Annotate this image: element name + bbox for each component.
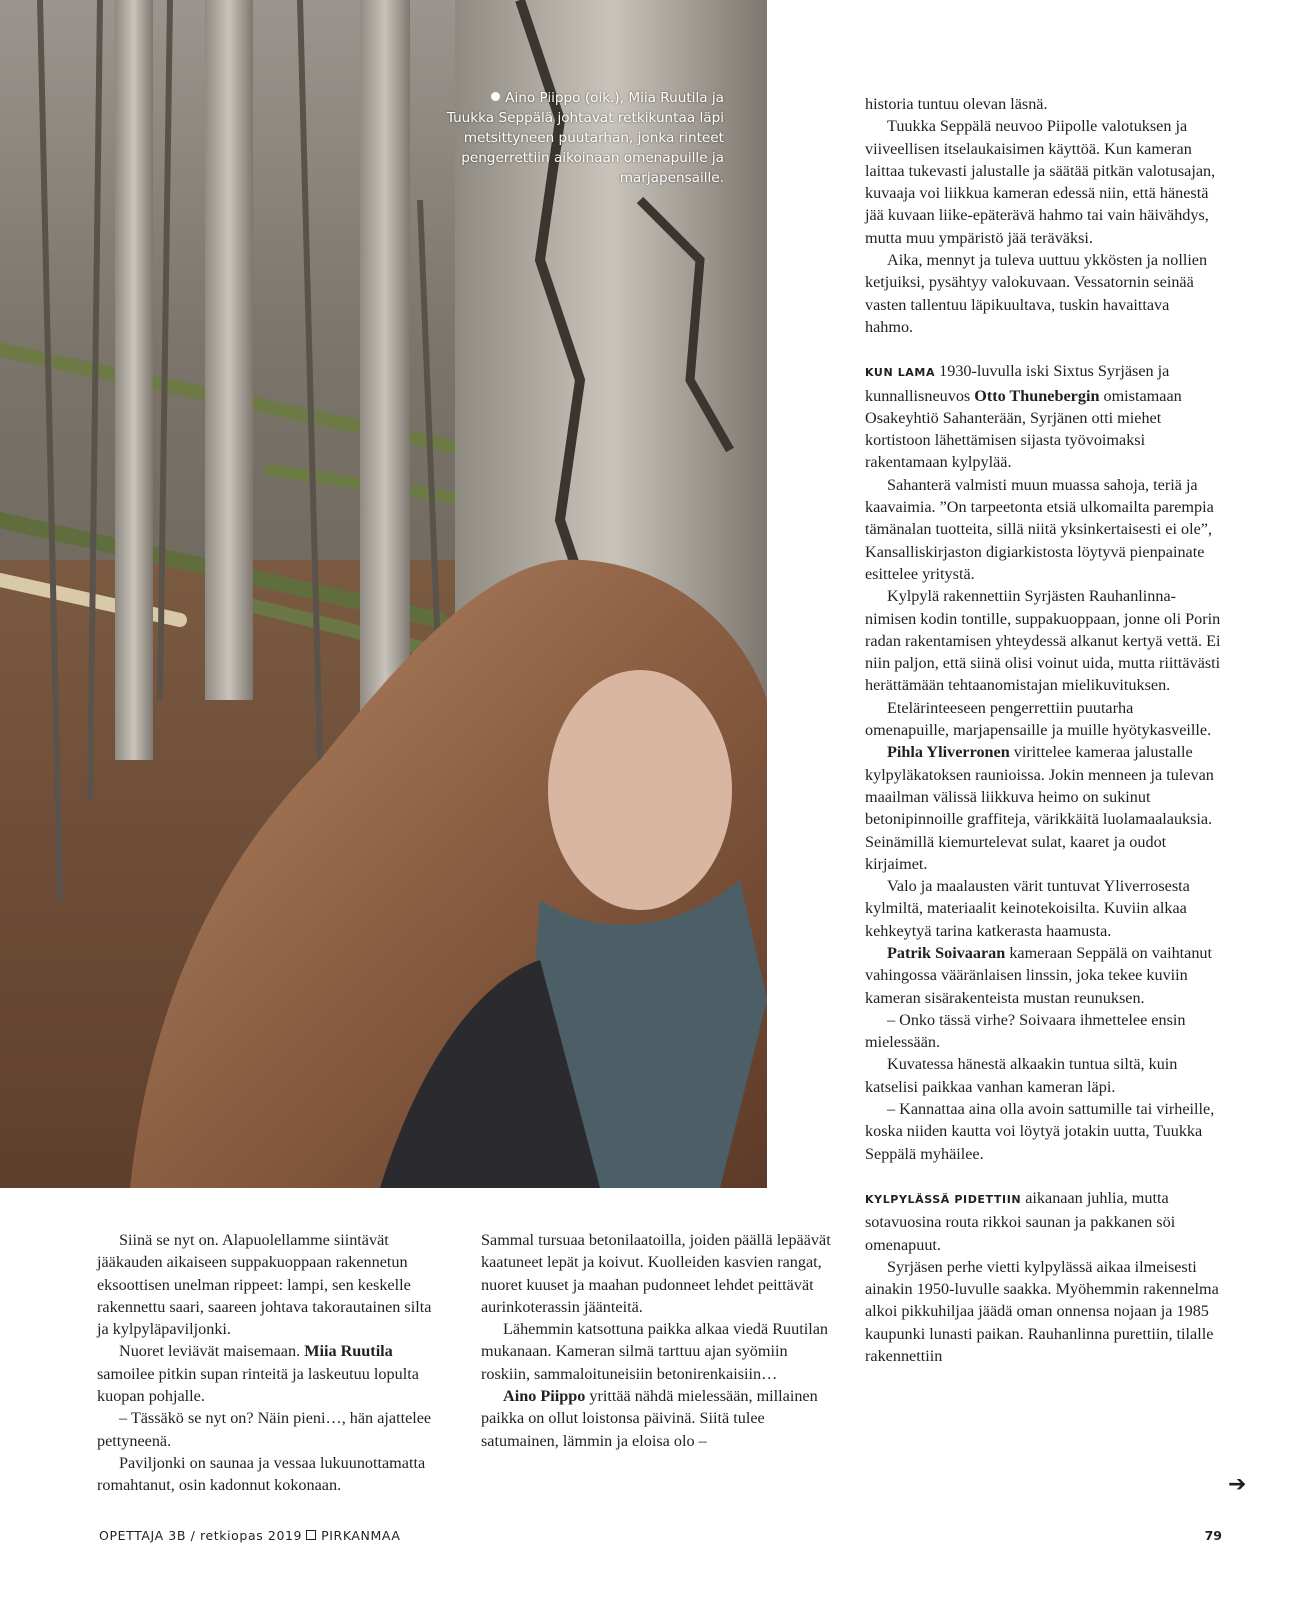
person-name: Otto Thunebergin bbox=[974, 386, 1100, 405]
section-name: PIRKANMAA bbox=[321, 1528, 401, 1543]
paragraph: Paviljonki on saunaa ja vessaa lukuunottamatta romahtanut, osin kadonnut kokonaan. bbox=[97, 1453, 426, 1495]
issue-name: retkiopas 2019 bbox=[200, 1528, 303, 1543]
magazine-name: OPETTAJA 3B bbox=[99, 1528, 187, 1543]
person-name: Miia Ruutila bbox=[304, 1342, 393, 1361]
section-lead: KUN LAMA bbox=[865, 366, 936, 380]
paragraph: – Tässäkö se nyt on? Näin pieni…, hän ajattelee pettyneenä. bbox=[97, 1409, 432, 1450]
person-name: Pihla Yliverronen bbox=[887, 743, 1010, 762]
section-lead: KYLPYLÄSSÄ PIDETTIIN bbox=[865, 1192, 1022, 1206]
bullet-icon bbox=[491, 92, 500, 101]
paragraph: Lähemmin katsottuna paikka alkaa viedä Ruutilan mukanaan. Kameran silmä tarttuu ajan syömiin roskiin, sammaloituneisiin betonirenkaisiin… bbox=[481, 1320, 828, 1383]
paragraph: Syrjäsen perhe vietti kylpylässä aikaa ilmeisesti ainakin 1950-luvulle saakka. Myöhemmin rakennelma alkoi pikkuhiljaa jäädä oman onnensa nojaan ja 1985 kaupunki lunasti paikan. Rauhanlinna purettiin, tilalle rakennettiin bbox=[865, 1257, 1219, 1366]
paragraph: Etelärinteeseen pengerrettiin puutarha omenapuille, marjapensaille ja muille hyötykasveille. bbox=[865, 698, 1212, 740]
paragraph: KYLPYLÄSSÄ PIDETTIIN aikanaan juhlia, mutta sotavuosina routa rikkoi saunan ja pakkanen söi omenapuut. bbox=[865, 1188, 1176, 1254]
paragraph: Patrik Soivaaran kameraan Seppälä on vaihtanut vahingossa vääränlaisen linssin, joka tekee kuviin kameran sisärakenteista mustan reunuksen. bbox=[865, 943, 1213, 1007]
paragraph: Nuoret leviävät maisemaan. Miia Ruutila samoilee pitkin supan rinteitä ja laskeutuu lopulta kuopan pohjalle. bbox=[97, 1342, 419, 1406]
person-name: Patrik Soivaaran bbox=[887, 943, 1006, 962]
column-3 bbox=[865, 93, 1221, 1367]
person-name: Aino Piippo bbox=[503, 1387, 586, 1406]
paragraph: Kylpylä rakennettiin Syrjästen Rauhanlinna-nimisen kodin tontille, suppakuoppaan, jonne oli Porin radan rakentamisen yhteydessä alkanut kertyä vettä. Ei niin paljon, että siinä olisi voinut uida, mutta riittävästi herättämään tehtaanomistajan mielikuvituksen. bbox=[865, 587, 1221, 695]
photo-caption bbox=[440, 88, 724, 188]
caption-text: Aino Piippo (oik.), Miia Ruutila ja Tuukka Seppälä johtavat retkikuntaa läpi metsittyneen puutarhan, jonka rinteet pengerrettiin aikoinaan omenapuille ja marjapensaille. bbox=[446, 90, 724, 186]
article-photo bbox=[0, 0, 767, 1188]
footer-publication: OPETTAJA 3B / retkiopas 2019 PIRKANMAA bbox=[99, 1528, 401, 1543]
paragraph: Pihla Yliverronen virittelee kameraa jalustalle kylpyläkatoksen raunioissa. Jokin menneen ja tulevan maailman välissä liikkuva heimo on sukinut betonipinnoille graffiteja, värikkäitä luolamaalauksia. Seinämillä kiemurtelevat sulat, kaaret ja oudot kirjaimet. bbox=[865, 743, 1214, 873]
paragraph: Valo ja maalausten värit tuntuvat Yliverrosesta kylmiltä, materiaalit keinotekoisilta. Kuviin alkaa kehkeytyä tarina katkerasta haamusta. bbox=[865, 877, 1190, 940]
continue-arrow-icon: ➔ bbox=[1228, 1472, 1247, 1497]
paragraph: Aika, mennyt ja tuleva uuttuu ykkösten ja nollien ketjuiksi, pysähtyy valokuvaan. Vessatornin seinää vasten tallentuu läpikuultava, tuskin havaittava hahmo. bbox=[865, 251, 1208, 336]
paragraph: – Kannattaa aina olla avoin sattumille tai virheille, koska niiden kautta voi löytyä jotakin uutta, Tuukka Seppälä myhäilee. bbox=[865, 1100, 1215, 1163]
paragraph: Sahanterä valmisti muun muassa sahoja, teriä ja kaavaimia. ”On tarpeetonta etsiä ulkomailta parempia tämänalan tuotteita, sillä niitä yksinkertaisesti ei ole”, Kansalliskirjaston digiarkistosta löytyvä pienpainate esittelee yritystä. bbox=[865, 475, 1214, 583]
paragraph: – Onko tässä virhe? Soivaara ihmettelee ensin mielessään. bbox=[865, 1010, 1186, 1052]
column-1 bbox=[97, 1229, 447, 1497]
paragraph: Aino Piippo yrittää nähdä mielessään, millainen paikka on ollut loistonsa päivinä. Siitä tulee satumainen, lämmin ja eloisa olo – bbox=[481, 1387, 818, 1450]
square-icon bbox=[306, 1530, 316, 1540]
paragraph: Kuvatessa hänestä alkaakin tuntua siltä, kuin katselisi paikkaa vanhan kameran läpi. bbox=[865, 1055, 1178, 1096]
column-2 bbox=[481, 1229, 833, 1452]
paragraph: Tuukka Seppälä neuvoo Piipolle valotuksen ja viiveellisen itselaukaisimen käyttöä. Kun kameran laittaa tukevasti jalustalle ja säätää pitkän valotusajan, kuvaaja voi liikkua kameran edessä niin, että hänestä jää kuvaan liike-epäterävä hahmo tai vain häivähdys, mutta muu ympäristö jää teräväksi. bbox=[865, 117, 1216, 247]
page-number: 79 bbox=[1204, 1528, 1222, 1543]
paragraph: Siinä se nyt on. Alapuolellamme siintävät jääkauden aikaiseen suppakuoppaan rakennetun eksoottisen unelman rippeet: lampi, sen keskelle rakennettu saari, saareen johtava takorautainen silta ja kylpyläpaviljonki. bbox=[97, 1231, 432, 1339]
paragraph: KUN LAMA 1930-luvulla iski Sixtus Syrjäsen ja kunnallisneuvos Otto Thunebergin omistamaan Osakeyhtiö Sahanterään, Syrjänen otti miehet kortistoon lähettämisen sijasta työvoimaksi rakentamaan kylpylää. bbox=[865, 362, 1182, 472]
paragraph: historia tuntuu olevan läsnä. bbox=[865, 95, 1048, 113]
paragraph: Sammal tursuaa betonilaatoilla, joiden päällä lepäävät kaatuneet lepät ja koivut. Kuolleiden kasvien rangat, nuoret kuuset ja maahan pudonneet lehdet peittävät aurinkoterassin jäänteitä. bbox=[481, 1231, 831, 1316]
